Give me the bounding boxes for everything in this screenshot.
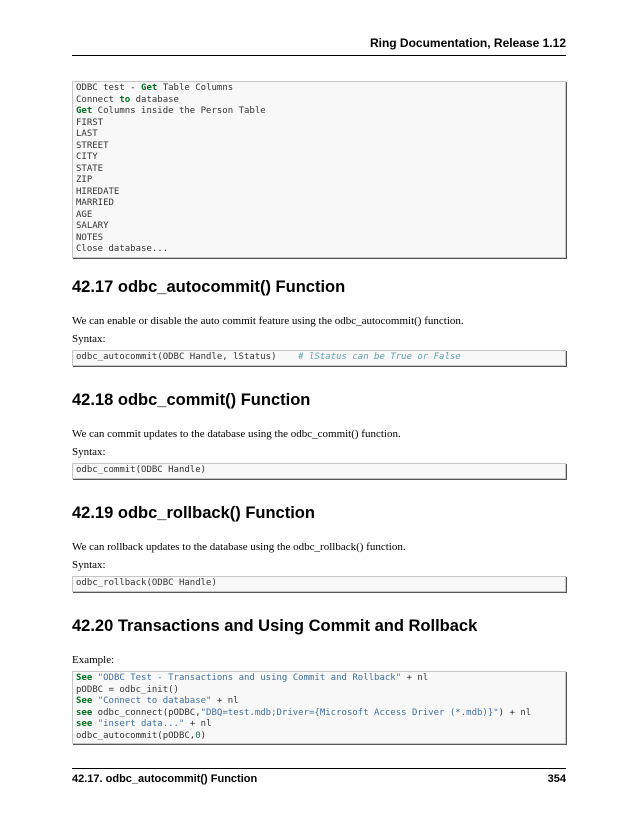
code-line: odbc_rollback(ODBC Handle) xyxy=(76,578,217,588)
syntax-label: Syntax: xyxy=(72,559,106,571)
column-name: FIRST xyxy=(76,117,104,128)
page-number: 354 xyxy=(547,773,566,785)
code-line: Close database... xyxy=(76,244,169,254)
section-description: We can rollback updates to the database using the odbc_rollback() function. xyxy=(72,541,406,553)
column-name: LAST xyxy=(76,129,98,139)
code-line: odbc_commit(ODBC Handle) xyxy=(76,465,207,475)
code-line: pODBC = odbc_init() xyxy=(76,684,179,695)
header-divider xyxy=(72,55,566,56)
column-name: ZIP xyxy=(76,175,93,185)
column-name: AGE xyxy=(76,209,93,220)
section-description: We can enable or disable the auto commit feature using the odbc_autocommit() function. xyxy=(72,315,464,327)
code-line: ODBC test - Get Table Columns xyxy=(76,83,234,93)
column-name: SALARY xyxy=(76,221,109,231)
column-name: NOTES xyxy=(76,232,104,243)
odbc-output-code-block xyxy=(72,81,566,258)
section-heading-42-20: 42.20 Transactions and Using Commit and Rollback xyxy=(72,617,478,635)
code-line: odbc_autocommit(ODBC Handle, lStatus) # lStatus can be True or False xyxy=(76,352,461,362)
running-header-title: Ring Documentation, Release 1.12 xyxy=(369,36,566,50)
section-description: We can commit updates to the database using the odbc_commit() function. xyxy=(72,428,401,440)
code-line: Connect to database xyxy=(76,94,179,105)
syntax-code-block xyxy=(72,576,566,592)
example-code-block xyxy=(72,671,566,744)
section-heading-42-17: 42.17 odbc_autocommit() Function xyxy=(72,278,346,296)
column-name: MARRIED xyxy=(76,198,114,208)
column-name: STREET xyxy=(76,140,109,151)
column-name: STATE xyxy=(76,163,104,174)
code-line: see "insert data..." + nl xyxy=(76,719,212,729)
footer-divider xyxy=(72,768,566,769)
example-label: Example: xyxy=(72,654,115,666)
column-name: CITY xyxy=(76,152,98,162)
section-heading-42-19: 42.19 odbc_rollback() Function xyxy=(72,504,315,522)
syntax-code-block xyxy=(72,463,566,479)
syntax-label: Syntax: xyxy=(72,446,106,458)
code-comment: # lStatus can be True or False xyxy=(298,352,461,362)
code-line: See "ODBC Test - Transactions and using Commit and Rollback" + nl xyxy=(76,673,429,683)
section-heading-42-18: 42.18 odbc_commit() Function xyxy=(72,391,311,409)
column-name: HIREDATE xyxy=(76,186,120,197)
code-line: see odbc_connect(pODBC,"DBQ=test.mdb;Driver={Microsoft Access Driver (*.mdb)}") + nl xyxy=(76,707,532,718)
code-line: odbc_autocommit(pODBC,0) xyxy=(76,730,207,741)
code-line: Get Columns inside the Person Table xyxy=(76,106,266,116)
syntax-code-block xyxy=(72,350,566,366)
footer-section-title: 42.17. odbc_autocommit() Function xyxy=(72,773,258,785)
code-line: See "Connect to database" + nl xyxy=(76,696,239,706)
syntax-label: Syntax: xyxy=(72,333,106,345)
